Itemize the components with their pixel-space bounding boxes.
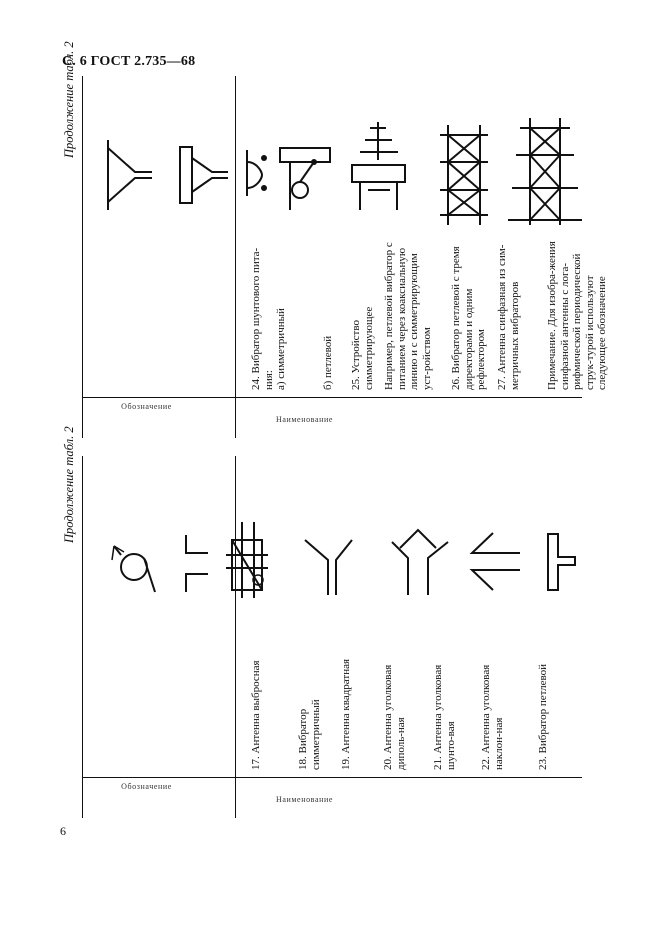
column-header-symbol: Обозначение [121, 782, 172, 792]
shunt-fed-symmetric-vibrator-icon [108, 140, 152, 210]
row-label: б) петлевой [322, 335, 334, 390]
row-label: 20. Антенна уголковая диполь-ная [382, 664, 407, 770]
row-label: 26. Вибратор петлевой с тремя директорами и одним рефлектором [450, 246, 487, 390]
row-label: 22. Антенна уголковая наклон-ная [480, 664, 505, 770]
row-label: 21. Антенна уголковая шунто-вая [432, 664, 457, 770]
column-header-symbol: Обозначение [121, 402, 172, 412]
column-header-name: Наименование [275, 414, 334, 424]
row-label: 27. Антенна синфазная из сим-метричных вибраторов [496, 244, 521, 390]
row-label: 25. Устройство симметрирующее [350, 306, 375, 390]
row-label: 18. Вибратор симметричный [297, 699, 322, 770]
log-periodic-antenna-icon [508, 118, 582, 225]
row-label: 17. Антенна выбросная [250, 660, 262, 770]
row-note: Примечание. Для изобра-жения синфазной антенны с лога-рифмической периодической струк-турой используют следующее обозначение [546, 241, 608, 390]
in-phase-antenna-icon [440, 125, 488, 225]
continuation-label: Продолжение табл. 2 [62, 426, 76, 543]
row-label: 24. Вибратор шунтового пита-ния: [250, 247, 275, 390]
page-number: 6 [60, 824, 66, 838]
column-header-name: Наименование [275, 794, 334, 804]
loop-vibrator-directors-icon [352, 122, 405, 210]
row-label: 23. Вибратор петлевой [537, 663, 549, 770]
row-label: 19. Антенна квадратная [340, 658, 352, 770]
shunt-fed-loop-vibrator-icon [180, 147, 228, 203]
balun-device-icon [247, 148, 330, 210]
page-header: С. 6 ГОСТ 2.735—68 [62, 54, 196, 69]
row-note: Например, петлевой вибратор с питанием через коаксиальную линию и с симметрирующим уст-ройством [383, 242, 433, 390]
row-sublabel: а) симметричный [275, 308, 287, 390]
continuation-label: Продолжение табл. 2 [62, 41, 76, 158]
